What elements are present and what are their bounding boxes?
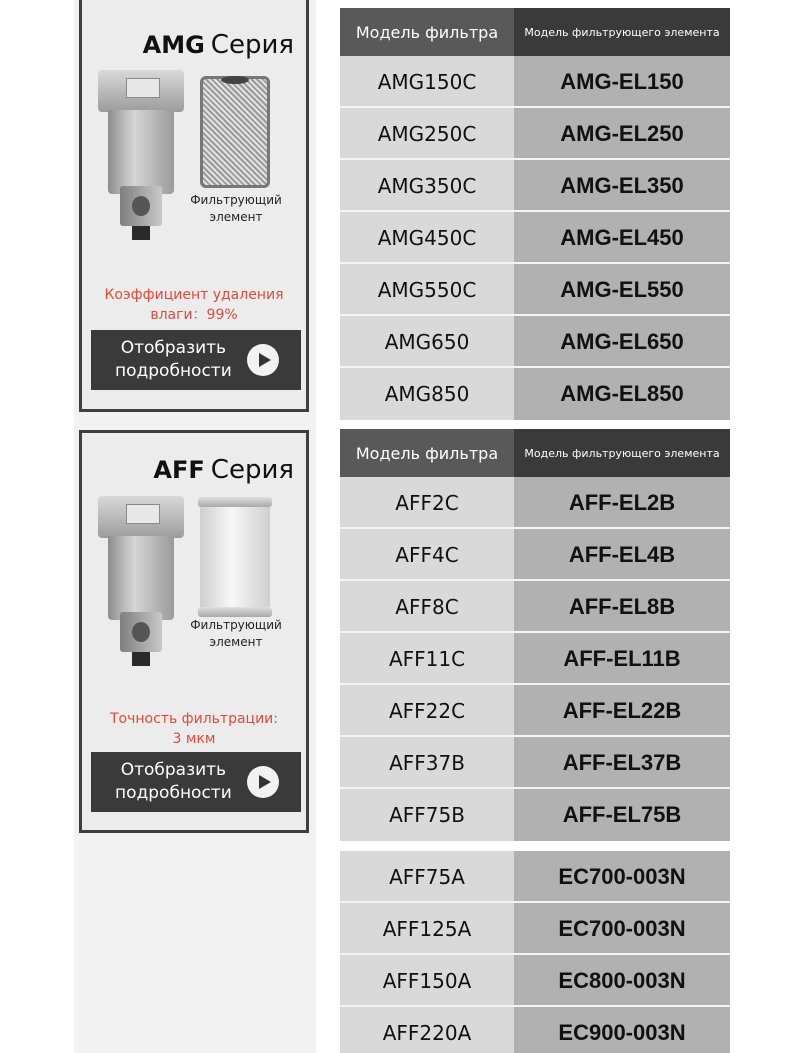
show-details-button[interactable] (91, 752, 301, 812)
spec-note: Коэффициент удаления влаги：99% (104, 287, 284, 323)
series-title: AFF Серия (153, 455, 294, 485)
table-row (340, 160, 730, 212)
filter-model-cell: AFF37B (340, 737, 514, 789)
series-card-aff (79, 430, 309, 833)
element-model-cell: AFF-EL22B (514, 685, 730, 737)
element-model-cell: AFF-EL37B (514, 737, 730, 789)
element-model-cell: AMG-EL550 (514, 264, 730, 316)
table-header (340, 8, 730, 56)
filter-model-cell: AMG350C (340, 160, 514, 212)
table-row (340, 903, 730, 955)
model-table-aff (340, 429, 730, 1053)
element-model-cell: AMG-EL850 (514, 368, 730, 420)
filter-housing-image (96, 496, 186, 666)
model-table-amg (340, 8, 730, 420)
table-row (340, 368, 730, 420)
table-row (340, 1007, 730, 1053)
filter-model-cell: AMG150C (340, 56, 514, 108)
spec-note: Точность фильтрации: 3 мкм (110, 711, 278, 747)
filter-element-image (200, 76, 270, 188)
table-row (340, 851, 730, 903)
show-details-label: Отобразить подробности (115, 760, 232, 803)
table-row (340, 581, 730, 633)
filter-model-cell: AFF8C (340, 581, 514, 633)
play-icon (247, 766, 279, 798)
table-row (340, 789, 730, 841)
filter-model-cell: AMG850 (340, 368, 514, 420)
series-card-amg (79, 0, 309, 412)
element-model-cell: AMG-EL650 (514, 316, 730, 368)
filter-model-cell: AFF220A (340, 1007, 514, 1053)
filter-housing-image (96, 70, 186, 240)
filter-model-cell: AFF11C (340, 633, 514, 685)
element-model-cell: AFF-EL11B (514, 633, 730, 685)
series-title: AMG Серия (142, 30, 294, 60)
element-model-cell: AMG-EL250 (514, 108, 730, 160)
table-divider (340, 841, 730, 851)
table-row (340, 477, 730, 529)
table-row (340, 108, 730, 160)
element-model-cell: AFF-EL8B (514, 581, 730, 633)
table-row (340, 685, 730, 737)
play-icon (247, 344, 279, 376)
table-row (340, 529, 730, 581)
filter-model-cell: AFF22C (340, 685, 514, 737)
element-model-cell: AMG-EL150 (514, 56, 730, 108)
element-model-cell: AMG-EL350 (514, 160, 730, 212)
table-row (340, 737, 730, 789)
filter-element-image (200, 501, 270, 613)
element-caption: Фильтрующий элемент (190, 618, 282, 649)
element-model-cell: AFF-EL75B (514, 789, 730, 841)
table-row (340, 56, 730, 108)
table-header (340, 429, 730, 477)
header-element-model: Модель фильтрующего элемента (514, 8, 730, 56)
header-filter-model: Модель фильтра (340, 8, 514, 56)
filter-model-cell: AFF75B (340, 789, 514, 841)
table-row (340, 264, 730, 316)
filter-model-cell: AMG550C (340, 264, 514, 316)
filter-model-cell: AFF150A (340, 955, 514, 1007)
header-filter-model: Модель фильтра (340, 429, 514, 477)
filter-model-cell: AFF2C (340, 477, 514, 529)
table-row (340, 633, 730, 685)
table-row (340, 316, 730, 368)
element-model-cell: EC800-003N (514, 955, 730, 1007)
element-caption: Фильтрующий элемент (190, 193, 282, 224)
filter-model-cell: AFF125A (340, 903, 514, 955)
header-element-model: Модель фильтрующего элемента (514, 429, 730, 477)
filter-model-cell: AMG650 (340, 316, 514, 368)
filter-model-cell: AFF75A (340, 851, 514, 903)
table-row (340, 212, 730, 264)
table-row (340, 955, 730, 1007)
element-model-cell: AMG-EL450 (514, 212, 730, 264)
show-details-button[interactable] (91, 330, 301, 390)
filter-model-cell: AFF4C (340, 529, 514, 581)
filter-model-cell: AMG450C (340, 212, 514, 264)
element-model-cell: AFF-EL4B (514, 529, 730, 581)
filter-model-cell: AMG250C (340, 108, 514, 160)
element-model-cell: EC900-003N (514, 1007, 730, 1053)
element-model-cell: EC700-003N (514, 903, 730, 955)
element-model-cell: EC700-003N (514, 851, 730, 903)
element-model-cell: AFF-EL2B (514, 477, 730, 529)
show-details-label: Отобразить подробности (115, 338, 232, 381)
